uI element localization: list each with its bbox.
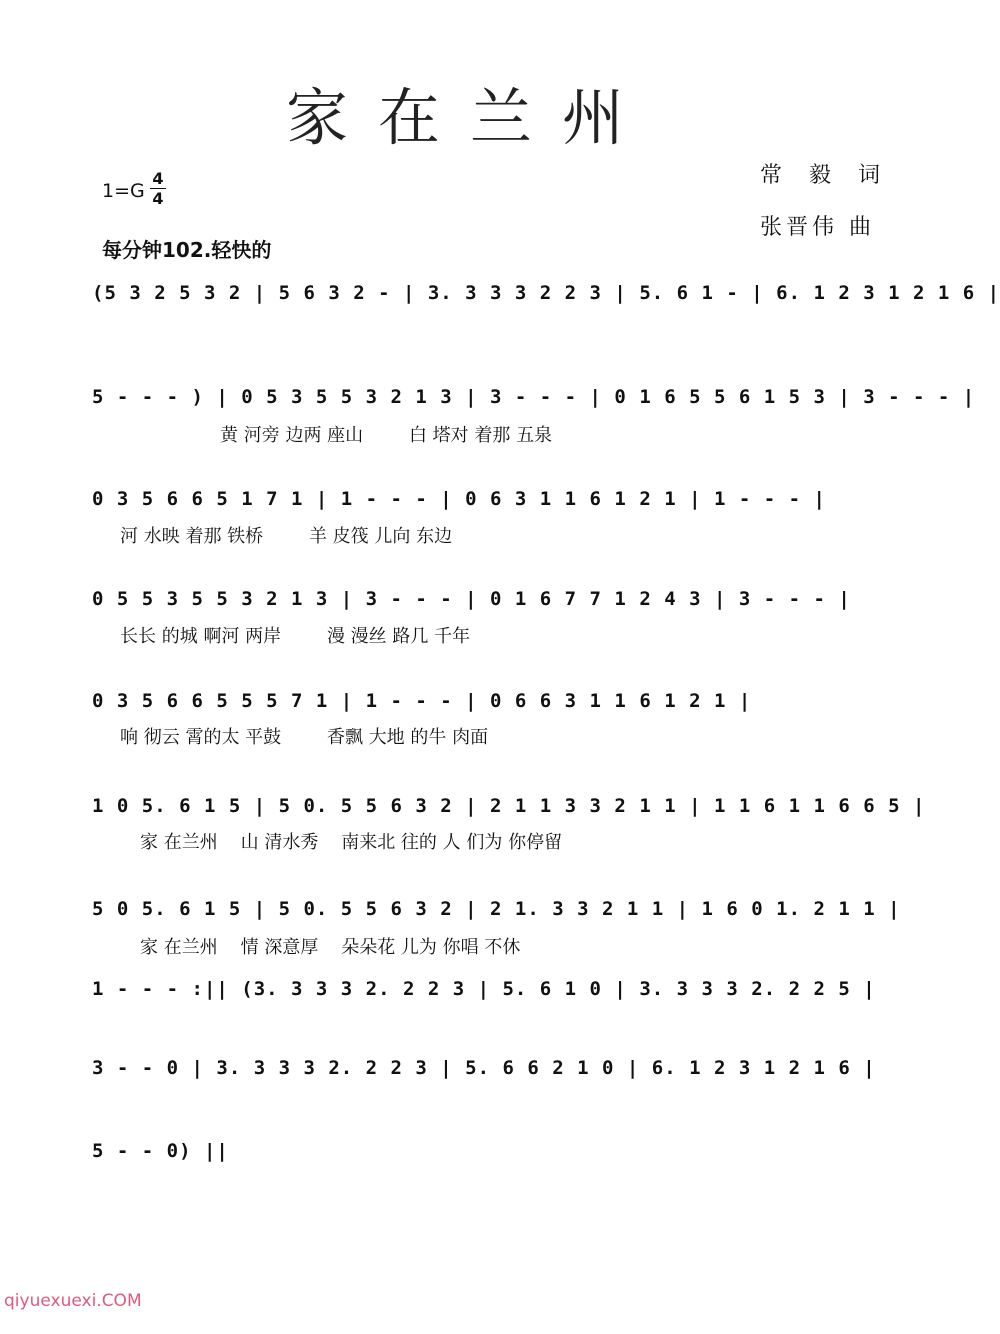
lyric-line-7: 家 在兰州 情 深意厚 朵朵花 儿为 你唱 不休	[140, 937, 521, 958]
notation-line-2: 5 - - - ) | 0 5 3 5 5 3 2 1 3 | 3 - - - | 0 1 6 5 5 6 1 5 3 | 3 - - - |	[92, 386, 976, 408]
watermark-text: qiyuexuexi.COM	[4, 1291, 142, 1311]
notation-line-4: 0 5 5 3 5 5 3 2 1 3 | 3 - - - | 0 1 6 7 7 1 2 4 3 | 3 - - - |	[92, 588, 851, 610]
tempo-marking: 每分钟102.轻快的	[102, 238, 272, 262]
composer-credit: 张晋伟 曲	[760, 215, 875, 240]
time-signature	[150, 170, 166, 207]
lyric-line-6: 家 在兰州 山 清水秀 南来北 往的 人 们为 你停留	[140, 832, 563, 853]
lyricist-credit: 常 毅 词	[760, 163, 890, 188]
song-title: 家在兰州	[285, 81, 654, 154]
key-signature: 1=G	[102, 180, 145, 202]
notation-line-7: 5 0 5. 6 1 5 | 5 0. 5 5 6 3 2 | 2 1. 3 3 2 1 1 | 1 6 0 1. 2 1 1 |	[92, 898, 901, 920]
notation-line-3: 0 3 5 6 6 5 1 7 1 | 1 - - - | 0 6 3 1 1 6 1 2 1 | 1 - - - |	[92, 488, 826, 510]
notation-line-10: 5 - - 0) ||	[92, 1140, 229, 1162]
time-signature-bottom: 4	[152, 189, 164, 208]
lyric-line-4: 长长 的城 啊河 两岸 漫 漫丝 路几 千年	[120, 626, 471, 647]
notation-line-1: (5 3 2 5 3 2 | 5 6 3 2 - | 3. 3 3 3 2 2 3 | 5. 6 1 - | 6. 1 2 3 1 2 1 6 |	[92, 282, 1000, 304]
time-signature-top: 4	[152, 169, 164, 188]
notation-line-9: 3 - - 0 | 3. 3 3 3 2. 2 2 3 | 5. 6 6 2 1 0 | 6. 1 2 3 1 2 1 6 |	[92, 1057, 876, 1079]
notation-line-5: 0 3 5 6 6 5 5 5 7 1 | 1 - - - | 0 6 6 3 1 1 6 1 2 1 |	[92, 690, 752, 712]
lyric-line-2: 黄 河旁 边两 座山 白 塔对 着那 五泉	[220, 425, 553, 446]
lyric-line-3: 河 水映 着那 铁桥 羊 皮筏 儿向 东边	[120, 526, 453, 547]
lyric-line-5: 响 彻云 霄的太 平鼓 香飘 大地 的牛 肉面	[120, 727, 489, 748]
notation-line-8: 1 - - - :|| (3. 3 3 3 2. 2 2 3 | 5. 6 1 0 | 3. 3 3 3 2. 2 2 5 |	[92, 978, 876, 1000]
notation-line-6: 1 0 5. 6 1 5 | 5 0. 5 5 6 3 2 | 2 1 1 3 3 2 1 1 | 1 1 6 1 1 6 6 5 |	[92, 795, 926, 817]
